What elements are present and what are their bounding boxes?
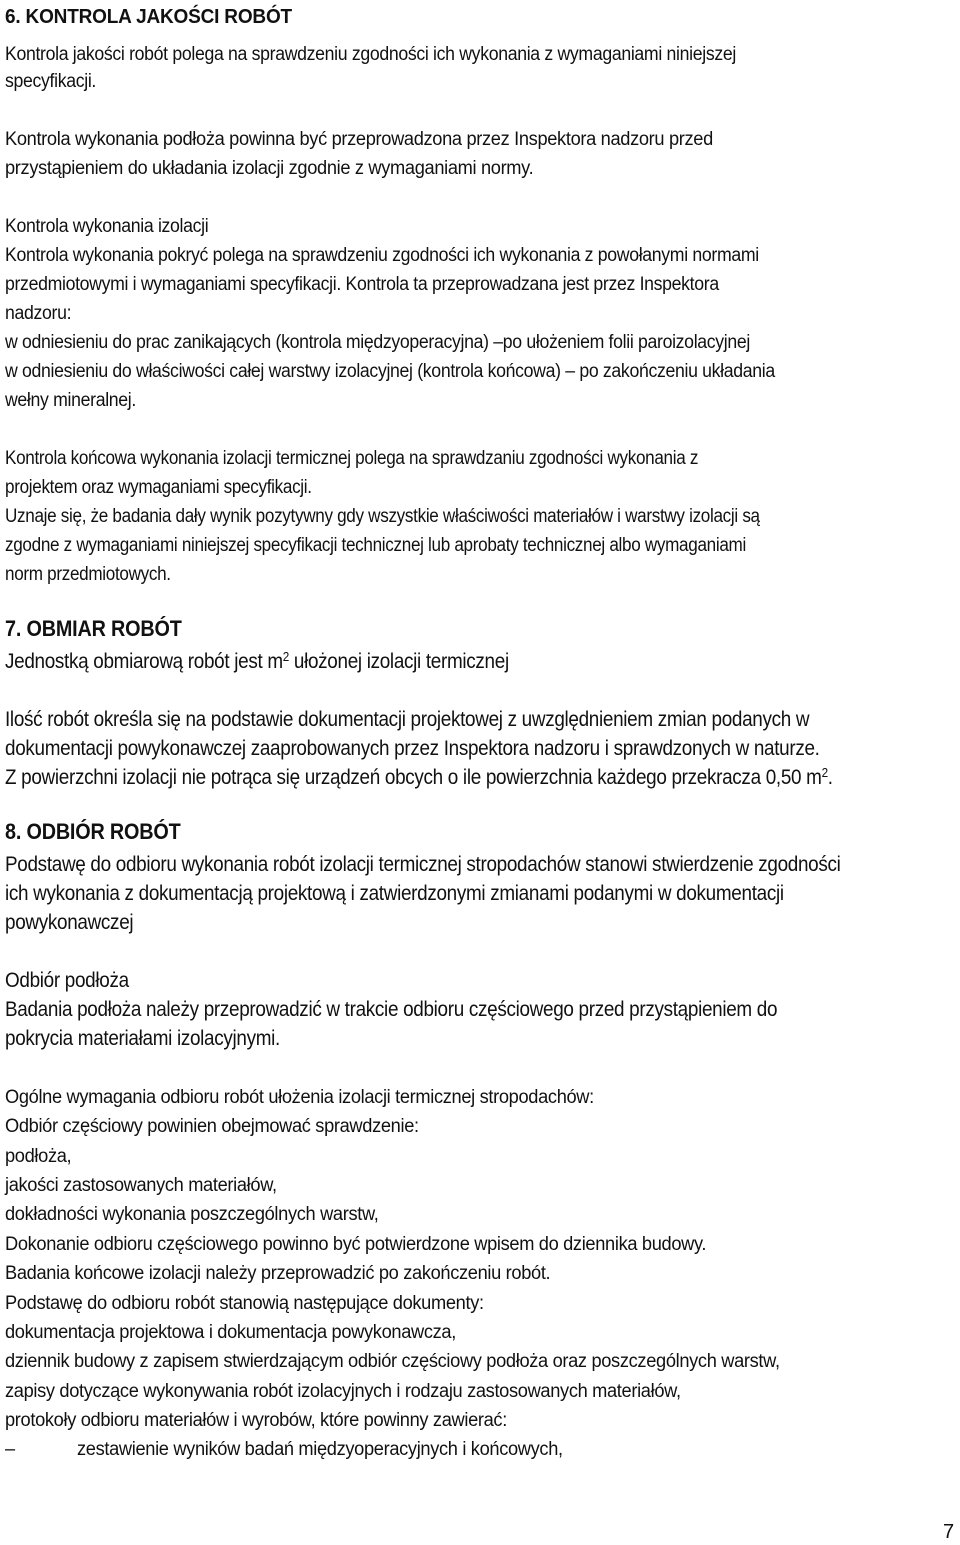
paragraph-line: specyfikacji. <box>5 71 97 92</box>
paragraph-line: w odniesieniu do prac zanikających (kontrola międzyoperacyjna) –po ułożeniem folii paroizolacyjnej <box>5 332 751 353</box>
paragraph-line: zgodne z wymaganiami niniejszej specyfikacji technicznej lub aprobaty technicznej albo wymaganiami <box>5 535 746 556</box>
paragraph-line: Podstawę do odbioru wykonania robót izolacji termicznej stropodachów stanowi stwierdzenie zgodności <box>5 853 841 876</box>
paragraph-line: wełny mineralnej. <box>5 390 136 411</box>
paragraph-line: przystąpieniem do układania izolacji zgodnie z wymaganiami normy. <box>5 158 534 179</box>
area-text: Z powierzchni izolacji nie potrąca się urządzeń obcych o ile powierzchnia każdego przekracza 0,50 m <box>5 766 822 789</box>
section-8-heading: 8. ODBIÓR ROBÓT <box>5 819 181 844</box>
paragraph-line: Kontrola wykonania podłoża powinna być przeprowadzona przez Inspektora nadzoru przed <box>5 129 713 150</box>
unit-text-after: ułożonej izolacji termicznej <box>288 650 509 673</box>
paragraph-line: pokrycia materiałami izolacyjnymi. <box>5 1027 280 1050</box>
section-6-heading: 6. KONTROLA JAKOŚCI ROBÓT <box>5 6 292 28</box>
paragraph-line: Ilość robót określa się na podstawie dokumentacji projektowej z uwzględnieniem zmian podanych w <box>5 708 810 731</box>
paragraph-line: powykonawczej <box>5 911 134 934</box>
paragraph-line: ich wykonania z dokumentacją projektową i zatwierdzonymi zmianami podanymi w dokumentacji <box>5 882 784 905</box>
dash-bullet: – <box>5 1439 15 1460</box>
list-line: Badania końcowe izolacji należy przeprowadzić po zakończeniu robót. <box>5 1263 551 1284</box>
list-line: dziennik budowy z zapisem stwierdzającym odbiór częściowy podłoża oraz poszczególnych warstw, <box>5 1351 780 1372</box>
paragraph-line: Kontrola jakości robót polega na sprawdzeniu zgodności ich wykonania z wymaganiami niniejszej <box>5 44 736 65</box>
list-line: dokumentacja projektowa i dokumentacja powykonawcza, <box>5 1322 456 1343</box>
unit-line <box>5 650 509 674</box>
paragraph-line: norm przedmiotowych. <box>5 564 171 585</box>
section-7-heading: 7. OBMIAR ROBÓT <box>5 616 182 641</box>
list-line: Ogólne wymagania odbioru robót ułożenia izolacji termicznej stropodachów: <box>5 1087 594 1108</box>
page-number: 7 <box>943 1521 955 1543</box>
list-line: protokoły odbioru materiałów i wyrobów, które powinny zawierać: <box>5 1410 507 1431</box>
list-line: Dokonanie odbioru częściowego powinno być potwierdzone wpisem do dziennika budowy. <box>5 1234 707 1255</box>
list-line: Odbiór częściowy powinien obejmować sprawdzenie: <box>5 1116 419 1137</box>
list-line: zapisy dotyczące wykonywania robót izolacyjnych i rodzaju zastosowanych materiałów, <box>5 1381 681 1402</box>
area-superscript: 2 <box>821 765 828 780</box>
paragraph-line: nadzoru: <box>5 303 72 324</box>
paragraph-line: dokumentacji powykonawczej zaaprobowanych przez Inspektora nadzoru i sprawdzonych w naturze. <box>5 737 820 760</box>
dash-list-item <box>5 1438 563 1462</box>
unit-text: Jednostką obmiarową robót jest m <box>5 650 283 673</box>
paragraph-line: Uznaje się, że badania dały wynik pozytywny gdy wszystkie właściwości materiałów i warstwy izolacji są <box>5 506 760 527</box>
area-deduction-line <box>5 766 833 790</box>
list-line: Podstawę do odbioru robót stanowią następujące dokumenty: <box>5 1293 484 1314</box>
dash-item-text: zestawienie wyników badań międzyoperacyjnych i końcowych, <box>77 1439 563 1460</box>
list-line: dokładności wykonania poszczególnych warstw, <box>5 1204 379 1225</box>
paragraph-line: Kontrola wykonania pokryć polega na sprawdzeniu zgodności ich wykonania z powołanymi normami <box>5 245 759 266</box>
subheading: Odbiór podłoża <box>5 969 129 992</box>
paragraph-line: projektem oraz wymaganiami specyfikacji. <box>5 477 312 498</box>
subheading: Kontrola wykonania izolacji <box>5 216 209 237</box>
paragraph-line: Badania podłoża należy przeprowadzić w trakcie odbioru częściowego przed przystąpieniem do <box>5 998 778 1021</box>
list-line: podłoża, <box>5 1146 72 1167</box>
list-line: jakości zastosowanych materiałów, <box>5 1175 277 1196</box>
unit-superscript: 2 <box>282 649 289 664</box>
paragraph-line: przedmiotowymi i wymaganiami specyfikacji. Kontrola ta przeprowadzana jest przez Inspektora <box>5 274 719 295</box>
paragraph-line: Kontrola końcowa wykonania izolacji termicznej polega na sprawdzaniu zgodności wykonania z <box>5 448 699 469</box>
paragraph-line: w odniesieniu do właściwości całej warstwy izolacyjnej (kontrola końcowa) – po zakończeniu układania <box>5 361 775 382</box>
area-text-after: . <box>827 766 833 789</box>
